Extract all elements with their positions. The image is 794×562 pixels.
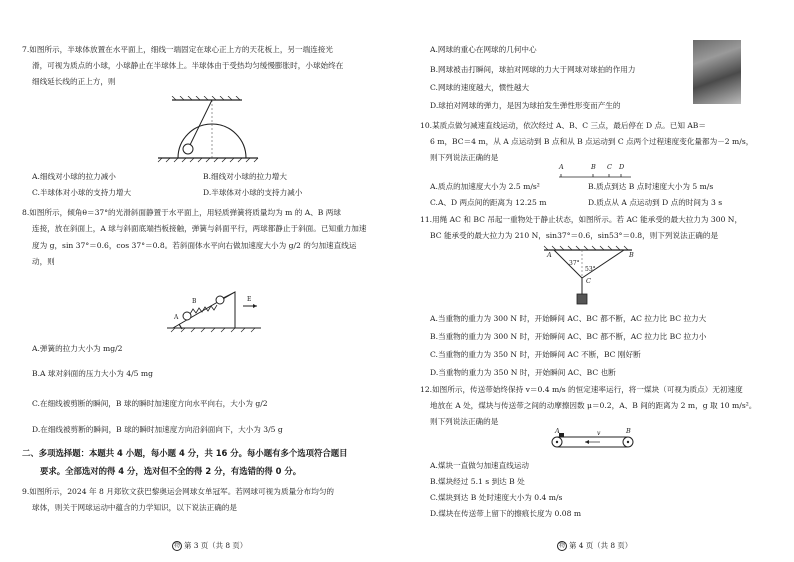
q12-label-v: v — [597, 430, 601, 437]
q12-stem-line-3: 则下列说法正确的是 — [430, 417, 499, 426]
q10-stem-line-3: 则下列说法正确的是 — [430, 153, 499, 162]
q11-option-a: A.当重物的重力为 300 N 时，开始瞬间 AC、BC 都不断，AC 拉力比 BC 拉力大 — [430, 314, 707, 323]
q11-angle-37: 37° — [569, 260, 580, 267]
q9-stem-line-1: 9.如图所示，2024 年 8 月郑钦文获巴黎奥运会网球女单冠军。若网球可视为质量分布均匀的 — [22, 487, 335, 496]
q10-option-b: B.质点到达 B 点时速度大小为 5 m/s — [588, 182, 714, 191]
q10-option-c: C.A、D 两点间的距离为 12.25 m — [430, 198, 547, 207]
q7-option-c: C.半球体对小球的支持力增大 — [32, 188, 132, 197]
subject-circle-right: 物 — [558, 542, 565, 549]
q11-option-d: D.当重物的重力为 350 N 时，开始瞬间 AC、BC 也断 — [430, 368, 616, 377]
q9-option-c: C.网球的速度越大，惯性越大 — [430, 83, 530, 92]
q12-option-c: C.煤块到达 B 处时速度大小为 0.4 m/s — [430, 493, 563, 502]
q9-option-d: D.球拍对网球的弹力，是因为球拍发生弹性形变而产生的 — [430, 101, 621, 110]
q11-option-c: C.当重物的重力为 350 N 时，开始瞬间 AC 不断，BC 刚好断 — [430, 350, 641, 359]
q12-label-a: A — [555, 427, 560, 435]
q12-option-b: B.煤块经过 5.1 s 到达 B 处 — [430, 477, 525, 486]
q8-label-b: B — [192, 298, 197, 305]
q11-stem-line-2: BC 能承受的最大拉力为 210 N，sin37°＝0.6，sin53°＝0.8，则下列说法正确的是 — [430, 231, 719, 240]
q10-point-b: B — [591, 163, 596, 171]
q9-stem-line-2: 球体，则关于网球运动中蕴含的力学知识，以下说法正确的是 — [32, 503, 238, 512]
q7-stem-line-3: 细线延长线的正上方，则 — [32, 77, 116, 86]
q7-stem-line-1: 7.如图所示，半球体放置在水平面上，细线一端固定在球心正上方的天花板上，另一端连接光 — [22, 45, 333, 54]
q12-label-b: B — [626, 427, 631, 435]
q8-label-a: A — [174, 314, 179, 321]
q12-option-a: A.煤块一直做匀加速直线运动 — [430, 461, 530, 470]
section-2-title-line-1: 二、多项选择题：本题共 4 小题，每小题 4 分，共 16 分。每小题有多个选项符合题目 — [22, 448, 348, 458]
q8-option-b: B.A 球对斜面的压力大小为 4/5 mg — [32, 369, 153, 378]
q11-option-b: B.当重物的重力为 300 N 时，开始瞬间 AC、BC 都不断，AC 拉力比 BC 拉力小 — [430, 332, 707, 341]
q8-stem-line-4: 动，则 — [32, 257, 55, 266]
q9-option-a: A.网球的重心在网球的几何中心 — [430, 45, 537, 54]
q8-option-d: D.在细线被剪断的瞬间，B 球的瞬时加速度方向沿斜面向下，大小为 3/5 g — [32, 425, 283, 434]
q11-stem-line-1: 11.用绳 AC 和 BC 吊起一重物处于静止状态，如图所示。若 AC 能承受的最大拉力为 300 N， — [420, 215, 743, 224]
q10-option-d: D.质点从 A 点运动到 D 点的时间为 3 s — [588, 198, 723, 207]
q12-option-d: D.煤块在传送带上留下的擦痕长度为 0.08 m — [430, 509, 582, 518]
q8-option-c: C.在细线被剪断的瞬间，B 球的瞬时加速度方向水平向右，大小为 g/2 — [32, 399, 268, 408]
q11-label-a: A — [547, 251, 552, 259]
q12-stem-line-2: 地放在 A 处，煤块与传送带之间的动摩擦因数 μ＝0.2，A、B 间的距离为 2 m，g 取 10 m/s²。 — [430, 401, 757, 410]
q7-stem-line-2: 滑，可视为质点的小球，小球静止在半球体上。半球体由于受热均匀缓慢膨胀时，小球始终在 — [32, 61, 344, 70]
q7-option-a: A.细线对小球的拉力减小 — [32, 172, 116, 181]
q10-point-d: D — [619, 163, 625, 171]
q12-stem-line-1: 12.如图所示，传送带始终保持 v＝0.4 m/s 的恒定速率运行，将一煤块（可视为质点）无初速度 — [420, 385, 743, 394]
q11-label-c: C — [586, 277, 591, 285]
q8-option-a: A.弹簧的拉力大小为 mg/2 — [32, 344, 123, 353]
q7-option-d: D.半球体对小球的支持力减小 — [203, 188, 303, 197]
page-number: 第 3 页（共 8 页） — [184, 541, 248, 550]
q7-option-b: B.细线对小球的拉力增大 — [203, 172, 287, 181]
q8-stem-line-1: 8.如图所示，倾角θ＝37°的光滑斜面静置于水平面上，用轻质弹簧将质量均为 m 的 A、B 两球 — [22, 208, 341, 217]
q10-option-a: A.质点的加速度大小为 2.5 m/s² — [430, 182, 540, 191]
subject-circle: 物 — [173, 542, 180, 549]
q7-hemisphere-figure — [150, 96, 262, 166]
q10-point-c: C — [607, 163, 612, 171]
page-number-right: 第 4 页（共 8 页） — [569, 541, 633, 550]
page-footer — [172, 540, 247, 551]
q10-stem-line-1: 10.某质点做匀减速直线运动，依次经过 A、B、C 三点，最后停在 D 点。已知 AB＝ — [420, 121, 706, 130]
page-footer-right — [557, 540, 632, 551]
q8-stem-line-2: 连接，放在斜面上，A 球与斜面底端挡板接触，弹簧与斜面平行，两球都静止于斜面。已知重力加速 — [32, 224, 367, 233]
q9-option-b: B.网球被击打瞬间，球拍对网球的力大于网球对球拍的作用力 — [430, 65, 636, 74]
q11-angle-53: 53° — [585, 266, 596, 273]
q10-point-a: A — [559, 163, 564, 171]
q8-incline-figure — [165, 278, 265, 336]
section-2-title-line-2: 要求。全部选对的得 4 分，选对但不全的得 2 分，有选错的得 0 分。 — [40, 466, 302, 476]
tennis-player-photo — [693, 40, 741, 104]
q8-stem-line-3: 度为 g，sin 37°＝0.6，cos 37°＝0.8。若斜面体水平向右做加速度大小为 g/2 的匀加速直线运 — [32, 241, 357, 250]
q8-label-e: E — [247, 296, 252, 303]
q10-stem-line-2: 6 m，BC＝4 m，从 A 点运动到 B 点和从 B 点运动到 C 点两个过程速度变化量都为－2 m/s， — [430, 137, 754, 146]
q11-label-b: B — [629, 251, 634, 259]
